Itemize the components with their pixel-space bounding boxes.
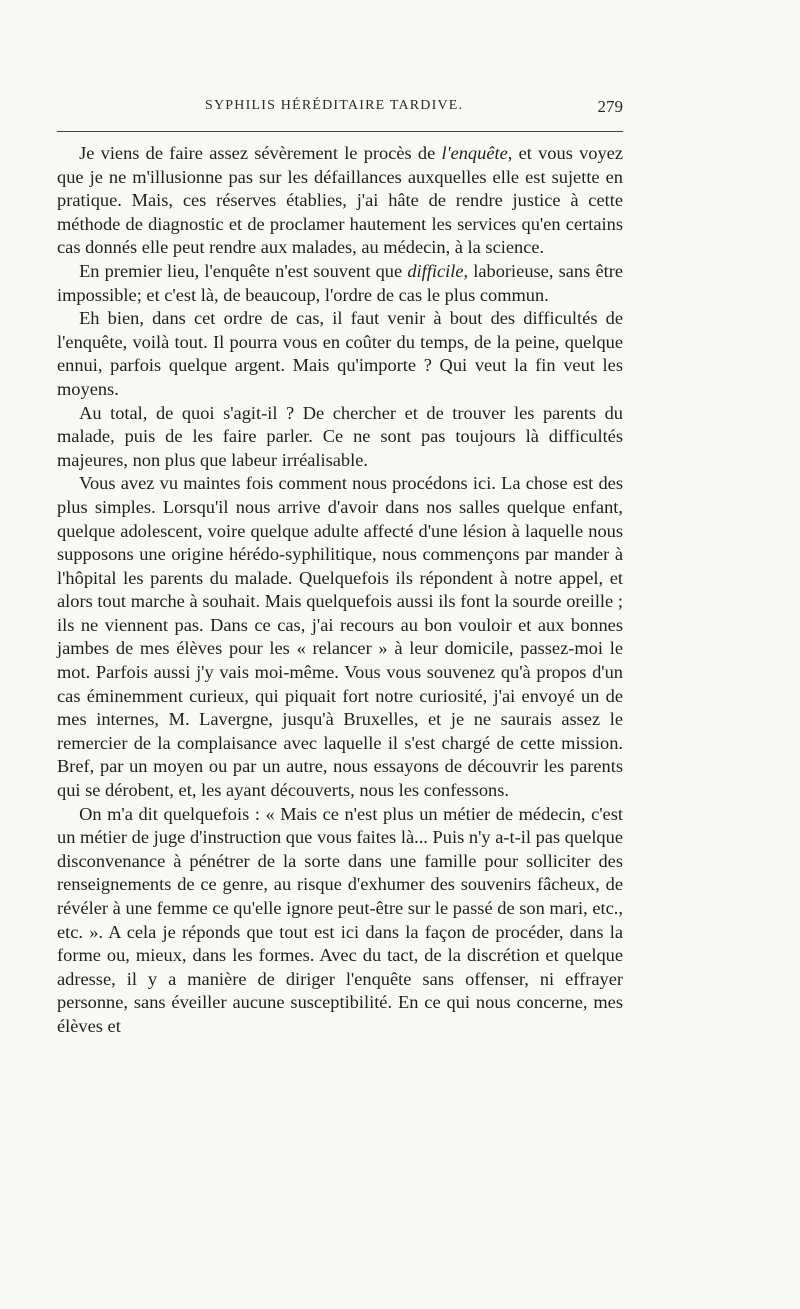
- italic-term: l'enquête: [441, 143, 508, 163]
- paragraph-text: , et vous voyez que je ne m'illusionne pas sur les défaillances auxquelles elle est sujette en pratique. Mais, ces réserves établies, j'ai hâte de rendre justice à cette méthode de diagnostic et de proclamer hautement les services qu'en certains cas donnés elle peut rendre aux malades, au médecin, à la science.: [57, 143, 623, 258]
- paragraph-text: Au total, de quoi s'agit-il ? De chercher et de trouver les parents du malade, puis de les faire parler. Ce ne sont pas toujours là difficultés majeures, non plus que labeur irréalisable.: [57, 402, 623, 470]
- paragraph-text: Je viens de faire assez sévèrement le procès de: [79, 143, 442, 163]
- paragraph: [57, 472, 623, 802]
- paragraph: [57, 260, 623, 307]
- body-text: [57, 142, 623, 1039]
- paragraph: [57, 307, 623, 401]
- page-number: 279: [597, 97, 623, 116]
- paragraph: [57, 142, 623, 260]
- paragraph-text: En premier lieu, l'enquête n'est souvent que: [79, 260, 408, 281]
- paragraph-text: Vous avez vu maintes fois comment nous procédons ici. La chose est des plus simples. Lorsqu'il nous arrive d'avoir dans nos salles quelque enfant, quelque adolescent, voire quelque adulte affecté d'une lésion à laquelle nous supposons une origine hérédo-syphilitique, nous commençons par mander à l'hôpital les parents du malade. Quelquefois ils répondent à notre appel, et alors tout marche à souhait. Mais quelquefois aussi ils font la sourde oreille ; ils ne viennent pas. Dans ce cas, j'ai recours au bon vouloir et aux bonnes jambes de mes élèves pour les « relancer » à leur domicile, passez-moi le mot. Parfois aussi j'y vais moi-même. Vous vous souvenez qu'à propos d'un cas éminemment curieux, qui piquait fort notre curiosité, j'ai envoyé un de mes internes, M. Lavergne, jusqu'à Bruxelles, et je ne saurais assez le remercier de la complaisance avec laquelle il s'est chargé de cette mission. Bref, par un moyen ou par un autre, nous essayons de découvrir les parents qui se dérobent, et, les ayant découverts, nous les confessons.: [57, 473, 623, 801]
- running-head: [57, 98, 623, 120]
- paragraph-text: laborieuse, sans être impossible; et c'est là, de beaucoup, l'ordre de cas le plus commun.: [57, 260, 624, 305]
- italic-term: difficile,: [407, 260, 469, 281]
- paragraph-text: On m'a dit quelquefois : « Mais ce n'est plus un métier de médecin, c'est un métier de juge d'instruction que vous faites là... Puis n'y a-t-il pas quelque disconvenance à pénétrer de la sorte dans une famille pour solliciter des renseignements de ce genre, au risque d'exhumer des souvenirs fâcheux, de révéler à une femme ce qu'elle ignore peut-être sur le passé de son mari, etc., etc. ». A cela je réponds que tout est ici dans la façon de procéder, dans la forme ou, mieux, dans les formes. Avec du tact, de la discrétion et quelque adresse, il y a manière de diriger l'enquête sans offenser, ni effrayer personne, sans éveiller aucune susceptibilité. En ce qui nous concerne, mes élèves et: [57, 803, 623, 1036]
- paragraph: [57, 803, 623, 1039]
- paragraph: [57, 402, 623, 473]
- header-rule: [57, 131, 623, 132]
- paragraph-text: Eh bien, dans cet ordre de cas, il faut venir à bout des difficultés de l'enquête, voilà tout. Il pourra vous en coûter du temps, de la peine, quelque ennui, parfois quelque argent. Mais qu'importe ? Qui veut la fin veut les moyens.: [57, 308, 623, 399]
- running-title: SYPHILIS HÉRÉDITAIRE TARDIVE.: [205, 98, 464, 113]
